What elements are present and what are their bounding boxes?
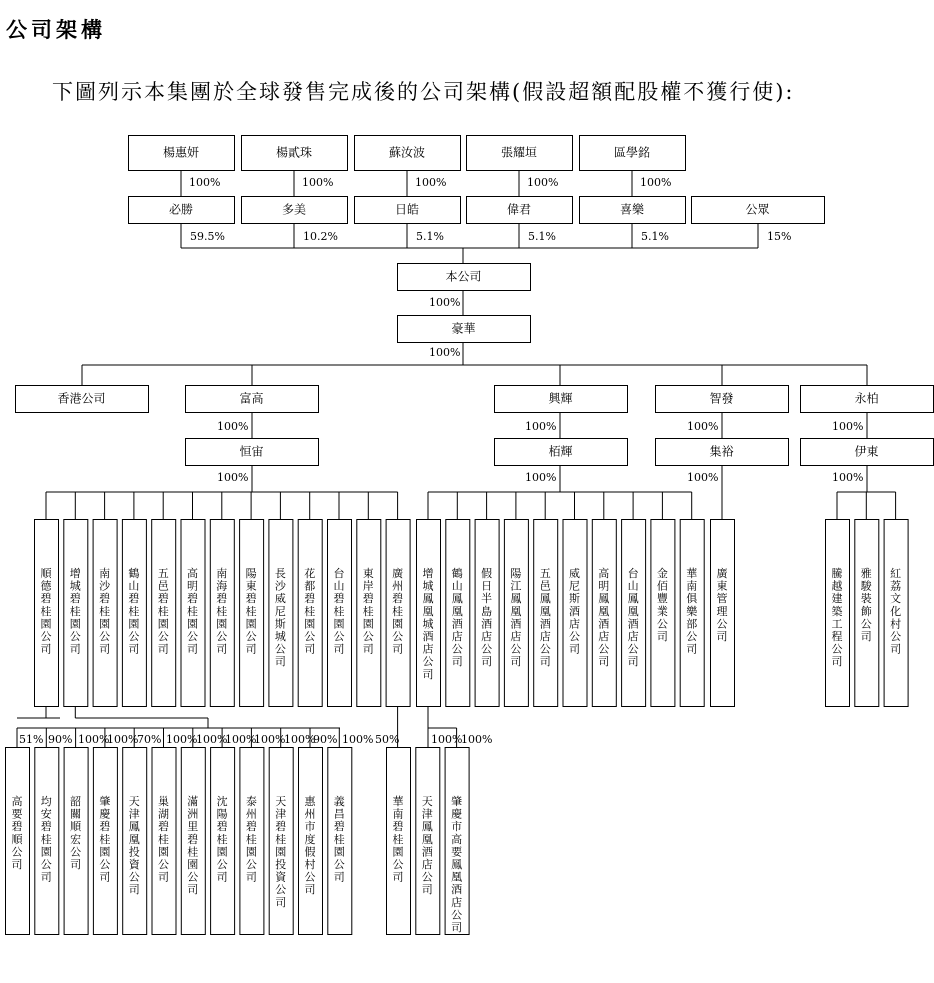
g2-company-0-label: 增城鳳凰城酒店公司: [422, 567, 434, 681]
g5-company-10-label: 惠州市度假村公司: [304, 795, 316, 897]
g5-pct-9: 100%: [284, 733, 316, 746]
g1-company-5-label: 高明碧桂園公司: [187, 567, 198, 656]
g5-company-13-label: 天津鳳凰酒店公司: [421, 795, 433, 897]
owner-3-label: 張耀垣: [500, 145, 538, 160]
holder-pct-2: 5.1%: [416, 230, 444, 243]
g1-company-9-label: 花都碧桂園公司: [304, 567, 316, 656]
g5-company-12-label: 華南碧桂園公司: [392, 795, 404, 884]
holder-3-label: 偉君: [506, 202, 532, 217]
g5-pct-7: 100%: [225, 733, 257, 746]
owner-0-label: 楊惠妍: [162, 145, 200, 160]
owner-pct-1: 100%: [302, 176, 334, 189]
sub2-child-pct-3: 100%: [832, 471, 864, 484]
g1-company-7-label: 陽東碧桂園公司: [245, 567, 257, 656]
g1-company-3-label: 鶴山碧桂園公司: [128, 567, 140, 656]
g5-pct-8: 100%: [254, 733, 286, 746]
g2-company-8-label: 金佰豐業公司: [656, 567, 668, 643]
g5-company-7-label: 沈陽碧桂園公司: [216, 795, 228, 884]
sub2-0-label: 恒宙: [239, 444, 264, 459]
g1-company-10-label: 台山碧桂園公司: [333, 567, 345, 656]
g5-pct-13: 100%: [431, 733, 463, 746]
g5-company-5-label: 巢湖碧桂園公司: [158, 795, 169, 884]
g2-company-2-label: 假日半島酒店公司: [481, 567, 493, 669]
g1-company-8-label: 長沙威尼斯城公司: [274, 567, 286, 669]
g5-company-14-label: 肇慶市高要鳳凰酒店公司: [451, 795, 463, 934]
g1-company-0-label: 順德碧桂園公司: [40, 567, 52, 656]
g5-pct-12: 50%: [375, 733, 400, 746]
g5-pct-5: 100%: [166, 733, 198, 746]
g2-company-4-label: 五邑鳳凰酒店公司: [539, 567, 551, 669]
g5-company-2-label: 韶關順宏公司: [70, 795, 82, 871]
sub2-2-label: 集裕: [709, 444, 734, 459]
sub2-child-pct-1: 100%: [525, 471, 557, 484]
g5-company-3-label: 肇慶碧桂園公司: [99, 795, 111, 884]
g1-company-6-label: 南海碧桂園公司: [216, 567, 228, 656]
owner-pct-2: 100%: [415, 176, 447, 189]
g2-company-3-label: 陽江鳳凰酒店公司: [510, 567, 522, 669]
holder-4-label: 喜樂: [619, 202, 645, 217]
g5-company-4-label: 天津鳳凰投資公司: [128, 795, 140, 897]
holder-pct-3: 5.1%: [528, 230, 556, 243]
g5-pct-0: 51%: [19, 733, 44, 746]
g5-company-0-label: 高要碧順公司: [11, 795, 23, 871]
holder-2-label: 日皓: [394, 202, 420, 217]
holder-pct-0: 59.5%: [190, 230, 225, 243]
g5-pct-4: 70%: [137, 733, 162, 746]
section-heading: 公司架構: [6, 17, 106, 42]
sub2-3-label: 伊東: [854, 444, 879, 459]
holder-pct-1: 10.2%: [303, 230, 338, 243]
g2-company-5-label: 威尼斯酒店公司: [569, 567, 580, 656]
sub2-pct-3: 100%: [832, 420, 864, 433]
sub-0-label: 香港公司: [57, 391, 106, 406]
company-pct: 100%: [429, 296, 461, 309]
g5-pct-2: 100%: [78, 733, 110, 746]
g5-pct-6: 100%: [196, 733, 228, 746]
g5-company-1-label: 均安碧桂園公司: [40, 795, 52, 884]
g5-company-8-label: 泰州碧桂園公司: [245, 795, 257, 884]
sub2-pct-2: 100%: [687, 420, 719, 433]
g5-company-11-label: 義昌碧桂園公司: [333, 795, 345, 884]
holder-0-label: 必勝: [168, 202, 194, 217]
g5-pct-1: 90%: [48, 733, 73, 746]
g2-company-7-label: 台山鳳凰酒店公司: [627, 567, 639, 669]
g1-company-11-label: 東岸碧桂園公司: [362, 567, 374, 656]
intro-text: 下圖列示本集團於全球發售完成後的公司架構(假設超額配股權不獲行使):: [52, 80, 795, 104]
g5-pct-10: 90%: [313, 733, 338, 746]
sub-2-label: 興輝: [548, 391, 573, 406]
holder-1-label: 多美: [281, 202, 307, 217]
haohua-pct: 100%: [429, 346, 461, 359]
holder-pct-5: 15%: [767, 230, 792, 243]
g1-company-12-label: 廣州碧桂園公司: [392, 567, 404, 656]
holder-pct-4: 5.1%: [641, 230, 669, 243]
g5-pct-11: 100%: [342, 733, 374, 746]
owner-4-label: 區學銘: [613, 145, 651, 160]
sub2-pct-1: 100%: [525, 420, 557, 433]
owner-pct-0: 100%: [189, 176, 221, 189]
sub2-pct-0: 100%: [217, 420, 249, 433]
g5-pct-3: 100%: [107, 733, 139, 746]
g1-company-4-label: 五邑碧桂園公司: [157, 567, 169, 656]
sub-4-label: 永柏: [854, 391, 879, 406]
haohua-label: 豪華: [451, 321, 476, 336]
owner-2-label: 蘇汝波: [388, 145, 426, 160]
sub2-1-label: 栢輝: [548, 444, 573, 459]
g1-company-2-label: 南沙碧桂園公司: [99, 567, 111, 656]
g2-company-9-label: 華南俱樂部公司: [686, 567, 698, 656]
company-label: 本公司: [445, 269, 482, 284]
g5-company-6-label: 滿洲里碧桂園公司: [187, 795, 199, 897]
g5-company-9-label: 天津碧桂園投資公司: [275, 795, 287, 909]
g1-company-1-label: 增城碧桂園公司: [69, 567, 81, 656]
owner-pct-3: 100%: [527, 176, 559, 189]
g3-company-0-label: 廣東管理公司: [716, 567, 728, 643]
g2-company-6-label: 高明鳳凰酒店公司: [598, 567, 610, 669]
sub2-child-pct-0: 100%: [217, 471, 249, 484]
g4-company-2-label: 紅荔文化村公司: [890, 567, 902, 656]
g2-company-1-label: 鶴山鳳凰酒店公司: [451, 567, 463, 669]
sub-3-label: 智發: [709, 391, 734, 406]
holder-5-label: 公眾: [745, 202, 770, 217]
g5-pct-14: 100%: [461, 733, 493, 746]
sub-1-label: 富高: [239, 391, 264, 406]
owner-pct-4: 100%: [640, 176, 672, 189]
g4-company-1-label: 雅駿裝飾公司: [860, 567, 872, 643]
sub2-child-pct-2: 100%: [687, 471, 719, 484]
g4-company-0-label: 騰越建築工程公司: [831, 567, 843, 669]
owner-1-label: 楊貳珠: [275, 145, 313, 160]
